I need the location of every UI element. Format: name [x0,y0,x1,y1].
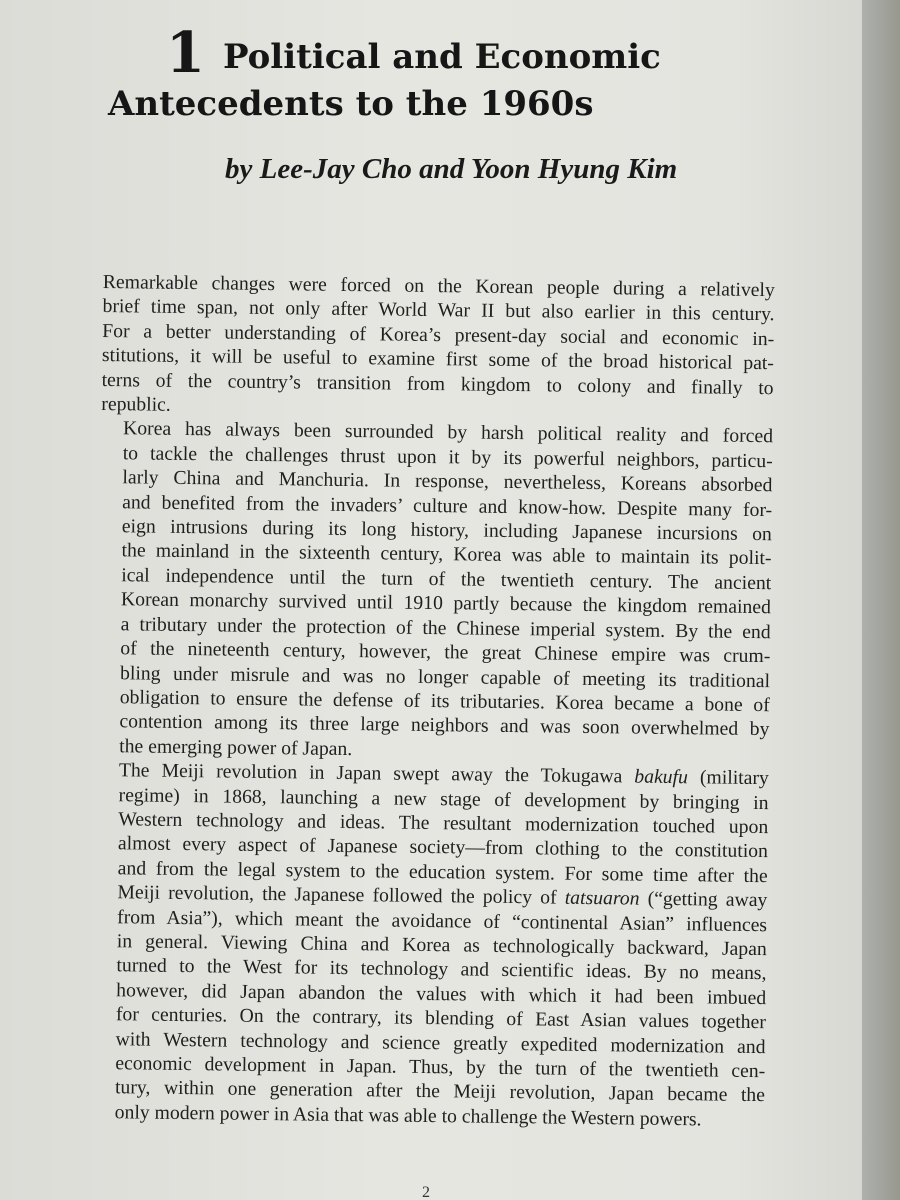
text-line: Meiji revolution, the Japanese followed the policy of tatsuaron (“getting away [117,881,768,912]
text-line: the emerging power of Japan. [119,734,353,760]
chapter-number: 1 [166,20,205,86]
body-paragraph [97,416,773,766]
text-line: and from the legal system to the education system. For some time after the [117,856,768,887]
text-line: with Western technology and science greatly expedited modernization and [115,1027,766,1058]
text-line: larly China and Manchuria. In response, nevertheless, Koreans absorbed [122,466,773,497]
text-line: the mainland in the sixteenth century, Korea was able to maintain its polit- [121,539,772,570]
text-line: Korean monarchy survived until 1910 partly because the kingdom remained [120,588,772,619]
text-line: economic development in Japan. Thus, by the turn of the twentieth cen- [115,1052,766,1083]
chapter-title-part-1: Political and Economic [222,37,661,77]
text-line: contention among its three large neighbors and was soon overwhelmed by [119,710,770,741]
text-line: of the nineteenth century, however, the great Chinese empire was crum- [120,637,771,668]
text-line: however, did Japan abandon the values with which it had been imbued [116,978,767,1009]
body-paragraph [101,270,775,425]
chapter-heading [108,20,748,126]
text-line: brief time span, not only after World War II but also earlier in this century. [102,295,775,326]
page-edge [862,0,900,1200]
text-line: regime) in 1868, launching a new stage of development by bringing in [118,783,769,814]
text-line: The Meiji revolution in Japan swept away the Tokugawa bakufu (military [118,759,769,790]
text-line: Korea has always been surrounded by harsh political reality and forced [122,417,774,448]
author-byline: by Lee-Jay Cho and Yoon Hyung Kim [225,153,678,185]
text-line: republic. [101,393,171,416]
body-text [93,270,775,1132]
text-line: obligation to ensure the defense of its tributaries. Korea became a bone of [119,686,770,717]
text-line: and benefited from the invaders’ culture and know-how. Despite many for- [122,490,773,521]
text-line: bling under misrule and was no longer capable of meeting its traditional [119,661,771,692]
text-line: Western technology and ideas. The resultant modernization touched upon [118,808,769,839]
text-line: almost every aspect of Japanese society—from clothing to the constitution [117,832,769,863]
text-line: ical independence until the turn of the twentieth century. The ancient [121,564,772,595]
text-line: tury, within one generation after the Meiji revolution, Japan became the [114,1076,766,1107]
text-line: eign intrusions during its long history, including Japanese incursions on [121,515,772,546]
body-paragraph [93,758,769,1132]
text-line: for centuries. On the contrary, its blending of East Asian values together [115,1003,766,1034]
text-line: from Asia”), which meant the avoidance of “continental Asian” influences [116,905,768,936]
text-line: Remarkable changes were forced on the Korean people during a relatively [102,270,775,302]
text-line: in general. Viewing China and Korea as technologically backward, Japan [116,930,767,961]
text-line: For a better understanding of Korea’s present-day social and economic in- [102,319,775,351]
chapter-title-line-1 [108,20,748,86]
text-line: a tributary under the protection of the Chinese imperial system. By the end [120,612,771,643]
text-line: to tackle the challenges thrust upon it by its powerful neighbors, particu- [122,442,773,473]
text-line: only modern power in Asia that was able to challenge the Western powers. [114,1101,702,1131]
text-line: turned to the West for its technology and scientific ideas. By no means, [116,954,767,985]
text-line: stitutions, it will be useful to examine first some of the broad historical pat- [101,344,775,375]
chapter-title-line-2: Antecedents to the 1960s [108,84,594,124]
text-line: terns of the country’s transition from kingdom to colony and finally to [101,368,774,399]
page-number: 2 [422,1184,430,1200]
